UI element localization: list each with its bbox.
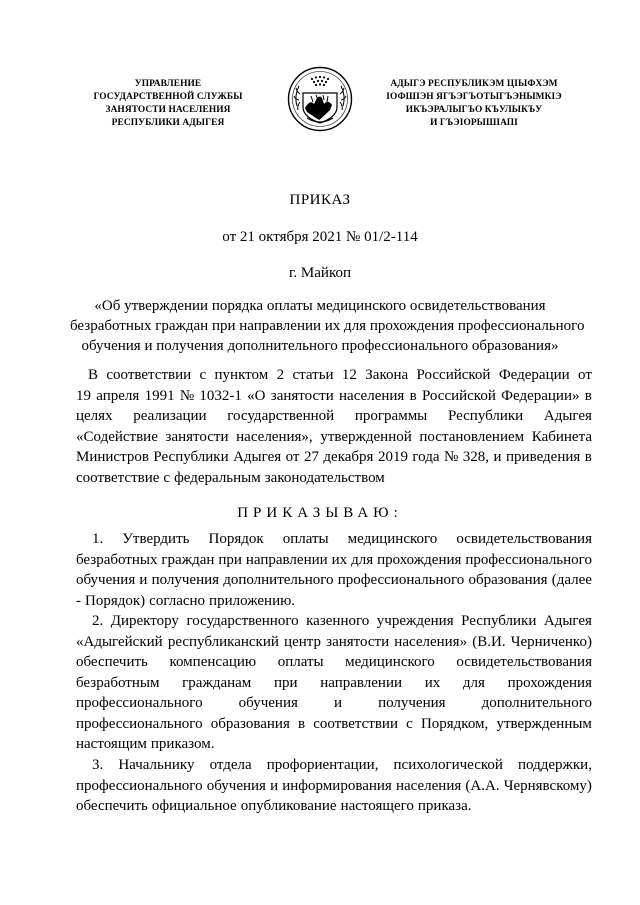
subject-line: обучения и получения дополнительного профессионального образования» <box>81 338 559 354</box>
text-line: безработным гражданам при направлении их для прохождения <box>76 674 592 691</box>
document-subject <box>70 296 585 356</box>
letterhead <box>0 66 640 146</box>
letterhead-left-line: ЗАНЯТОСТИ НАСЕЛЕНИЯ <box>105 105 231 115</box>
document-title: ПРИКАЗ <box>289 192 351 208</box>
letterhead-right-line: ИКЪЭРАЛЫГЪО КЪУЛЫКЪУ <box>405 105 543 115</box>
text-line: «Содействие занятости населения», утвержденной постановлением Кабинета <box>76 428 592 445</box>
preamble-paragraph <box>76 365 592 488</box>
text-line: «Адыгейский республиканский центр занятости населения» (В.И. Черниченко) <box>76 633 592 650</box>
subject-line: безработных граждан при направлении их для прохождения профессионального <box>70 318 585 334</box>
subject-line: «Об утверждении порядка оплаты медицинского освидетельствования <box>94 298 546 314</box>
order-word: ПРИКАЗЫВАЮ: <box>237 505 403 521</box>
text-line: обучения и получения дополнительного профессионального образования (далее <box>76 572 592 588</box>
letterhead-right <box>376 78 572 130</box>
text-line: Министров Республики Адыгея от 27 декабря 2019 года № 328, и приведения в <box>76 449 592 465</box>
text-line: настоящим приказом. <box>76 736 215 752</box>
letterhead-right-line: И ГЪЭIОРЫШIАПI <box>430 118 518 128</box>
document-date-number: от 21 октября 2021 № 01/2-114 <box>222 229 418 245</box>
text-line: безработных граждан при направлении их для прохождения профессионального <box>76 551 592 568</box>
text-line: 3. Начальнику отдела профориентации, психологической поддержки, <box>92 757 592 773</box>
text-line: 19 апреля 1991 № 1032-1 «О занятости населения в Российской Федерации» в <box>76 387 592 404</box>
text-line: соответствие с федеральным законодательством <box>76 469 385 486</box>
letterhead-left-line: УПРАВЛЕНИЕ <box>134 79 202 89</box>
order-item-2 <box>76 611 592 755</box>
letterhead-left <box>78 78 258 130</box>
order-item-1 <box>76 529 592 611</box>
text-line: В соответствии с пунктом 2 статьи 12 Закона Российской Федерации от <box>88 367 592 383</box>
order-item-3 <box>76 755 592 817</box>
letterhead-right-line: IОФШIЭН ЯГЪЭГЪОТЫГЪЭНЫМКIЭ <box>386 92 562 102</box>
text-line: профессионального обучения и информирования населения (А.А. Чернявскому) <box>76 777 592 794</box>
letterhead-left-line: РЕСПУБЛИКИ АДЫГЕЯ <box>111 118 225 128</box>
text-line: - Порядок) согласно приложению. <box>76 592 296 609</box>
text-line: 1. Утвердить Порядок оплаты медицинского освидетельствования <box>92 531 592 547</box>
letterhead-left-line: ГОСУДАРСТВЕННОЙ СЛУЖБЫ <box>93 92 243 102</box>
text-line: профессионального образования в соответствии с Порядком, утвержденным <box>76 715 592 732</box>
text-line: профессионального обучения и получения дополнительного <box>76 695 592 711</box>
document-city: г. Майкоп <box>288 265 352 281</box>
adygea-coat-of-arms-icon <box>287 66 353 132</box>
text-line: целях реализации государственной программы Республики Адыгея <box>76 408 592 424</box>
letterhead-right-line: АДЫГЭ РЕСПУБЛИКЭМ ЦIЫФХЭМ <box>390 79 558 89</box>
text-line: обеспечить компенсацию оплаты медицинского освидетельствования <box>76 654 592 670</box>
text-line: 2. Директору государственного казенного учреждения Республики Адыгея <box>92 613 592 629</box>
text-line: обеспечить официальное опубликование настоящего приказа. <box>76 798 472 814</box>
